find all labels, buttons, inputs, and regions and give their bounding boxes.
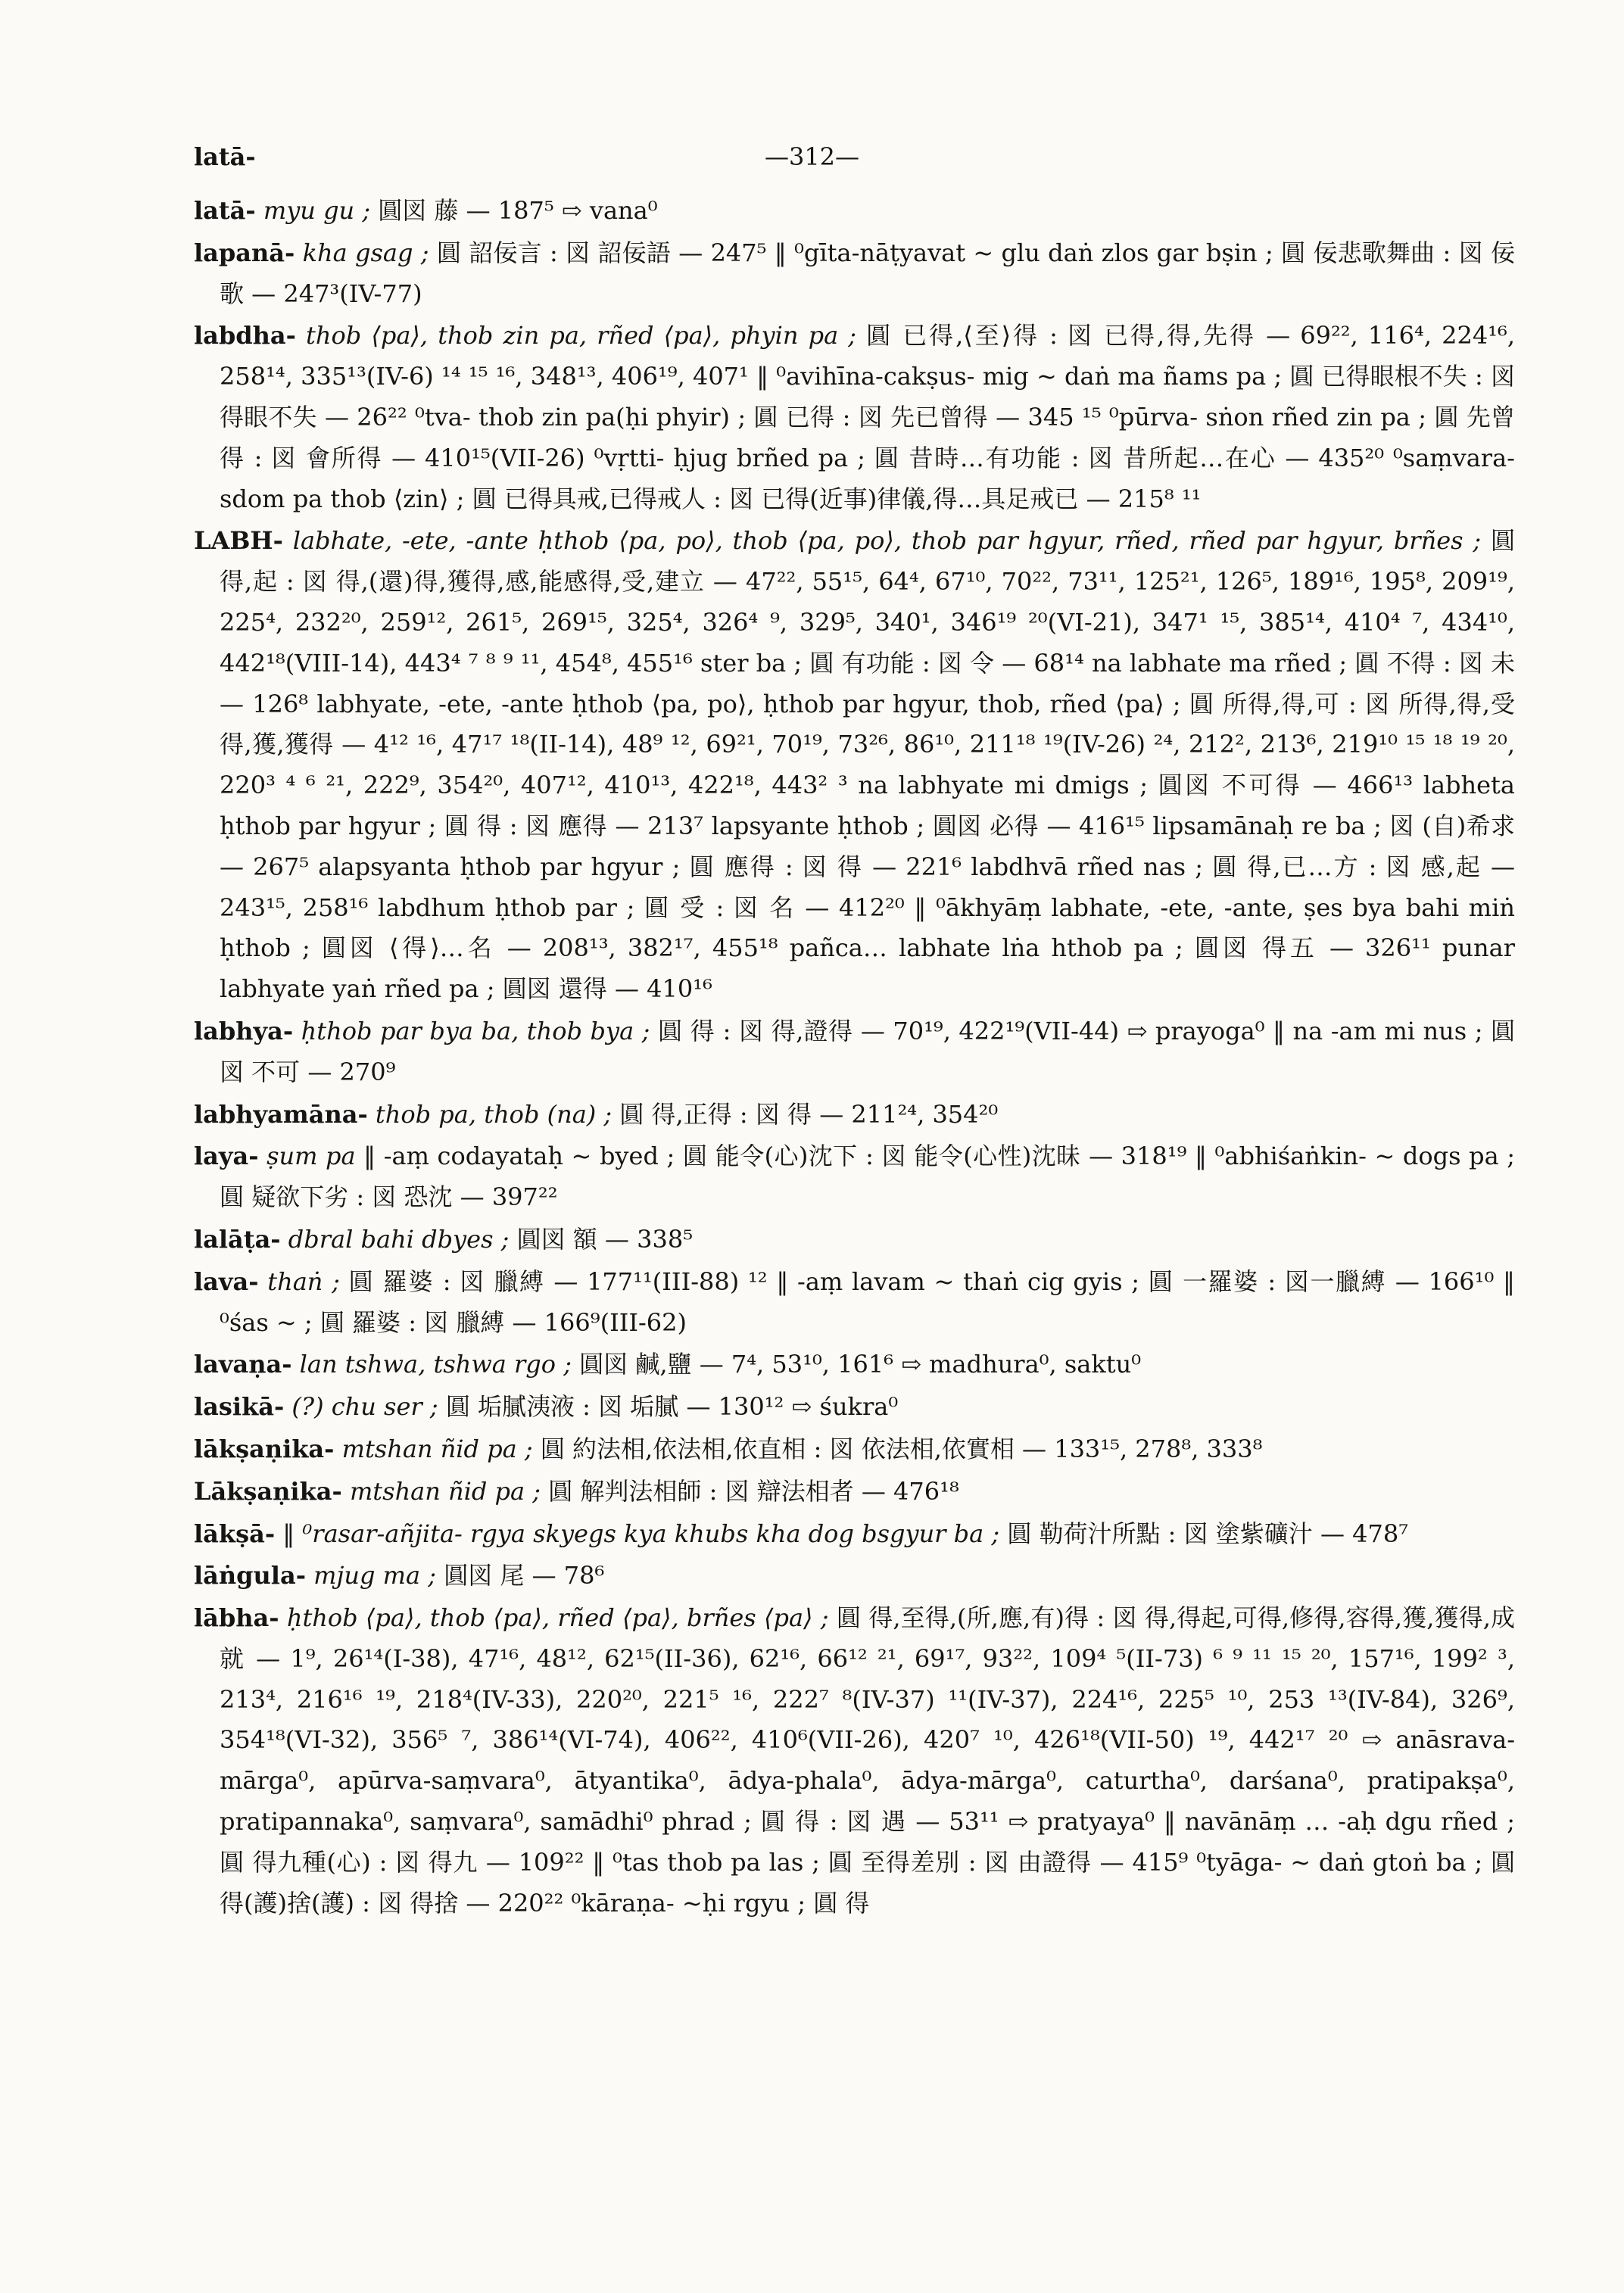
entry-labdha	[194, 316, 1515, 519]
entry-body: 圓 垢膩洟液 : 図 垢膩 — 130¹² ⇨ śukra⁰	[445, 1392, 899, 1422]
entry-laksanika-school	[194, 1472, 1515, 1513]
tibetan-equivalent: dbral bahi dbyes ;	[288, 1224, 510, 1254]
entry-lava	[194, 1262, 1515, 1344]
entry-labha	[194, 1598, 1515, 1924]
tibetan-equivalent: thaṅ ;	[267, 1266, 340, 1296]
entry-body: 圓図 鹹,鹽 — 7⁴, 53¹⁰, 161⁶ ⇨ madhura⁰, saktu⁰	[579, 1350, 1142, 1379]
headword: lalāṭa-	[194, 1224, 281, 1254]
entry-lapana	[194, 233, 1515, 315]
headword: lāṅgula-	[194, 1561, 306, 1590]
entry-body: 圓図 藤 — 187⁵ ⇨ vana⁰	[378, 196, 658, 225]
headword: lavaṇa-	[194, 1350, 292, 1379]
entry-lavana	[194, 1344, 1515, 1385]
entry-lata	[194, 191, 1515, 232]
headword: lākṣaṇika-	[194, 1434, 335, 1463]
tibetan-equivalent: thob ⟨pa⟩, thob zin pa, rñed ⟨pa⟩, phyin pa ;	[306, 321, 857, 350]
entry-laksa	[194, 1514, 1515, 1555]
tibetan-equivalent: ‖ ⁰rasar-añjita- rgya skyegs kya khubs kha dog bsgyur ba ;	[282, 1519, 1000, 1548]
entry-body: 圓 詔佞言 : 図 詔佞語 — 247⁵ ‖ ⁰gīta-nāṭyavat ~ glu daṅ zlos gar bṣin ; 圓 佞悲歌舞曲 : 図 佞歌 — 247³(IV-77)	[220, 238, 1516, 308]
page-number: —312—	[764, 142, 860, 171]
entry-body: 圓 得,正得 : 図 得 — 211²⁴, 354²⁰	[619, 1099, 999, 1129]
headword: lākṣā-	[194, 1519, 276, 1548]
headword: lava-	[194, 1266, 259, 1296]
entry-body: 圓 約法相,依法相,依直相 : 図 依法相,依實相 — 133¹⁵, 278⁸, 333⁸	[540, 1434, 1263, 1463]
entry-body: 圓 羅婆 : 図 臘縛 — 177¹¹(III-88) ¹² ‖ -aṃ lavam ~ thaṅ cig gyis ; 圓 一羅婆 : 図一臘縛 — 166¹⁰ ‖ ⁰śas ~ ; 圓 羅婆 : 図 臘縛 — 166⁹(III-62)	[220, 1266, 1516, 1337]
entry-labhyamana	[194, 1095, 1515, 1136]
headword: lapanā-	[194, 238, 295, 267]
headword: lābha-	[194, 1603, 279, 1633]
entry-laya	[194, 1136, 1515, 1218]
entry-laksanika	[194, 1429, 1515, 1470]
entry-body: 圓図 額 — 338⁵	[516, 1224, 694, 1254]
tibetan-equivalent: lan tshwa, tshwa rgo ;	[299, 1350, 572, 1379]
entry-labhya	[194, 1011, 1515, 1093]
headword: labhya-	[194, 1016, 294, 1045]
headword: latā-	[194, 196, 256, 225]
headword: labhyamāna-	[194, 1099, 368, 1129]
tibetan-equivalent: myu gu ;	[263, 196, 371, 225]
headword: labdha-	[194, 321, 296, 350]
entry-labh	[194, 521, 1515, 1010]
entry-body: 圓 得 : 図 得,證得 — 70¹⁹, 422¹⁹(VII-44) ⇨ prayoga⁰ ‖ na -am mi nus ; 圓図 不可 — 270⁹	[220, 1016, 1515, 1086]
tibetan-equivalent: ḥthob ⟨pa⟩, thob ⟨pa⟩, rñed ⟨pa⟩, brñes ⟨pa⟩ ;	[286, 1603, 829, 1633]
tibetan-equivalent: ṣum pa	[267, 1142, 356, 1171]
tibetan-equivalent: thob pa, thob (na) ;	[375, 1099, 613, 1129]
entry-body: 圓 得,至得,(所,應,有)得 : 図 得,得起,可得,修得,容得,獲,獲得,成就 — 1⁹, 26¹⁴(I-38), 47¹⁶, 48¹², 62¹⁵(II-36), 62¹⁶, 66¹² ²¹, 69¹⁷, 93²², 109⁴ ⁵(II-73) ⁶ ⁹ ¹¹ ¹⁵ ²⁰, 157¹⁶, 199² ³, 213⁴, 216¹⁶ ¹⁹, 218⁴(IV-33), 220²⁰, 221⁵ ¹⁶, 222⁷ ⁸(IV-37) ¹¹(IV-37), 224¹⁶, 225⁵ ¹⁰, 253 ¹³(IV-84), 326⁹, 354¹⁸(VI-32), 356⁵ ⁷, 386¹⁴(VI-74), 406²², 410⁶(VII-26), 420⁷ ¹⁰, 426¹⁸(VII-50) ¹⁹, 442¹⁷ ²⁰ ⇨ anāsrava-mārga⁰, apūrva-saṃvara⁰, ātyantika⁰, ādya-phala⁰, ādya-mārga⁰, caturtha⁰, darśana⁰, pratipakṣa⁰, pratipannaka⁰, saṃvara⁰, samādhi⁰ phrad ; 圓 得 : 図 遇 — 53¹¹ ⇨ pratyaya⁰ ‖ navānāṃ … -aḥ dgu rñed ; 圓 得九種(心) : 図 得九 — 109²² ‖ ⁰tas thob pa las ; 圓 至得差別 : 図 由證得 — 415⁹ ⁰tyāga- ~ daṅ gtoṅ ba ; 圓 得(護)捨(護) : 図 得捨 — 220²² ⁰kāraṇa- ~ḥi rgyu ; 圓 得	[220, 1603, 1516, 1918]
tibetan-equivalent: mjug ma ;	[313, 1561, 437, 1590]
running-head: latā-	[194, 142, 256, 171]
headword: lasikā-	[194, 1392, 285, 1422]
entry-body: 圓 解判法相師 : 図 辯法相者 — 476¹⁸	[548, 1476, 959, 1506]
entry-lasika	[194, 1387, 1515, 1428]
headword: LABH-	[194, 526, 283, 556]
entry-list	[194, 191, 1515, 1925]
headword: laya-	[194, 1142, 259, 1171]
headword: Lākṣaṇika-	[194, 1476, 342, 1506]
entry-langula	[194, 1556, 1515, 1597]
entry-body: 圓 得,起 : 図 得,(還)得,獲得,感,能感得,受,建立 — 47²², 55¹⁵, 64⁴, 67¹⁰, 70²², 73¹¹, 125²¹, 126⁵, 189¹⁶, 195⁸, 209¹⁹, 225⁴, 232²⁰, 259¹², 261⁵, 269¹⁵, 325⁴, 326⁴ ⁹, 329⁵, 340¹, 346¹⁹ ²⁰(VI-21), 347¹ ¹⁵, 385¹⁴, 410⁴ ⁷, 434¹⁰, 442¹⁸(VIII-14), 443⁴ ⁷ ⁸ ⁹ ¹¹, 454⁸, 455¹⁶ ster ba ; 圓 有功能 : 図 令 — 68¹⁴ na labhate ma rñed ; 圓 不得 : 図 未 — 126⁸ labhyate, -ete, -ante ḥthob ⟨pa, po⟩, ḥthob par hgyur, thob, rñed ⟨pa⟩ ; 圓 所得,得,可 : 図 所得,得,受得,獲,獲得 — 4¹² ¹⁶, 47¹⁷ ¹⁸(II-14), 48⁹ ¹², 69²¹, 70¹⁹, 73²⁶, 86¹⁰, 211¹⁸ ¹⁹(IV-26) ²⁴, 212², 213⁶, 219¹⁰ ¹⁵ ¹⁸ ¹⁹ ²⁰, 220³ ⁴ ⁶ ²¹, 222⁹, 354²⁰, 407¹², 410¹³, 422¹⁸, 443² ³ na labhyate mi dmigs ; 圓図 不可得 — 466¹³ labheta ḥthob par hgyur ; 圓 得 : 図 應得 — 213⁷ lapsyante ḥthob ; 圓図 必得 — 416¹⁵ lipsamānaḥ re ba ; 図 (自)希求 — 267⁵ alapsyanta ḥthob par hgyur ; 圓 應得 : 図 得 — 221⁶ labdhvā rñed nas ; 圓 得,已…方 : 図 感,起 — 243¹⁵, 258¹⁶ labdhum ḥthob par ; 圓 受 : 図 名 — 412²⁰ ‖ ⁰ākhyāṃ labhate, -ete, -ante, ṣes bya bahi miṅ ḥthob ; 圓図 ⟨得⟩…名 — 208¹³, 382¹⁷, 455¹⁸ pañca… labhate lṅa hthob pa ; 圓図 得五 — 326¹¹ punar labhyate yaṅ rñed pa ; 圓図 還得 — 410¹⁶	[220, 526, 1516, 1004]
entry-body: 圓図 尾 — 78⁶	[444, 1561, 605, 1590]
tibetan-equivalent: labhate, -ete, -ante ḥthob ⟨pa, po⟩, thob ⟨pa, po⟩, thob par hgyur, rñed, rñed par hgyur, brñes ;	[292, 526, 1482, 556]
tibetan-equivalent: ḥthob par bya ba, thob bya ;	[301, 1016, 650, 1045]
tibetan-equivalent: kha gsag ;	[302, 238, 429, 267]
tibetan-equivalent: mtshan ñid pa ;	[341, 1434, 533, 1463]
tibetan-equivalent: mtshan ñid pa ;	[349, 1476, 541, 1506]
entry-lalata	[194, 1220, 1515, 1260]
entry-body: ‖ -aṃ codayataḥ ~ byed ; 圓 能令(心)沈下 : 図 能令(心性)沈昧 — 318¹⁹ ‖ ⁰abhiśaṅkin- ~ dogs pa ; 圓 疑欲下劣 : 図 恐沈 — 397²²	[220, 1142, 1516, 1212]
entry-body: 圓 已得,⟨至⟩得 : 図 已得,得,先得 — 69²², 116⁴, 224¹⁶, 258¹⁴, 335¹³(IV-6) ¹⁴ ¹⁵ ¹⁶, 348¹³, 406¹⁹, 407¹ ‖ ⁰avihīna-cakṣus- mig ~ daṅ ma ñams pa ; 圓 已得眼根不失 : 図 得眼不失 — 26²² ⁰tva- thob zin pa(ḥi phyir) ; 圓 已得 : 図 先已曾得 — 345 ¹⁵ ⁰pūrva- sṅon rñed zin pa ; 圓 先曾得 : 図 會所得 — 410¹⁵(VII-26) ⁰vṛtti- ḥjug brñed pa ; 圓 昔時…有功能 : 図 昔所起…在心 — 435²⁰ ⁰saṃvara- sdom pa thob ⟨zin⟩ ; 圓 已得具戒,已得戒人 : 図 已得(近事)律儀,得…具足戒已 — 215⁸ ¹¹	[220, 321, 1516, 513]
entry-body: 圓 勒荷汁所點 : 図 塗紫礦汁 — 478⁷	[1007, 1519, 1409, 1548]
tibetan-equivalent: (?) chu ser ;	[291, 1392, 438, 1422]
